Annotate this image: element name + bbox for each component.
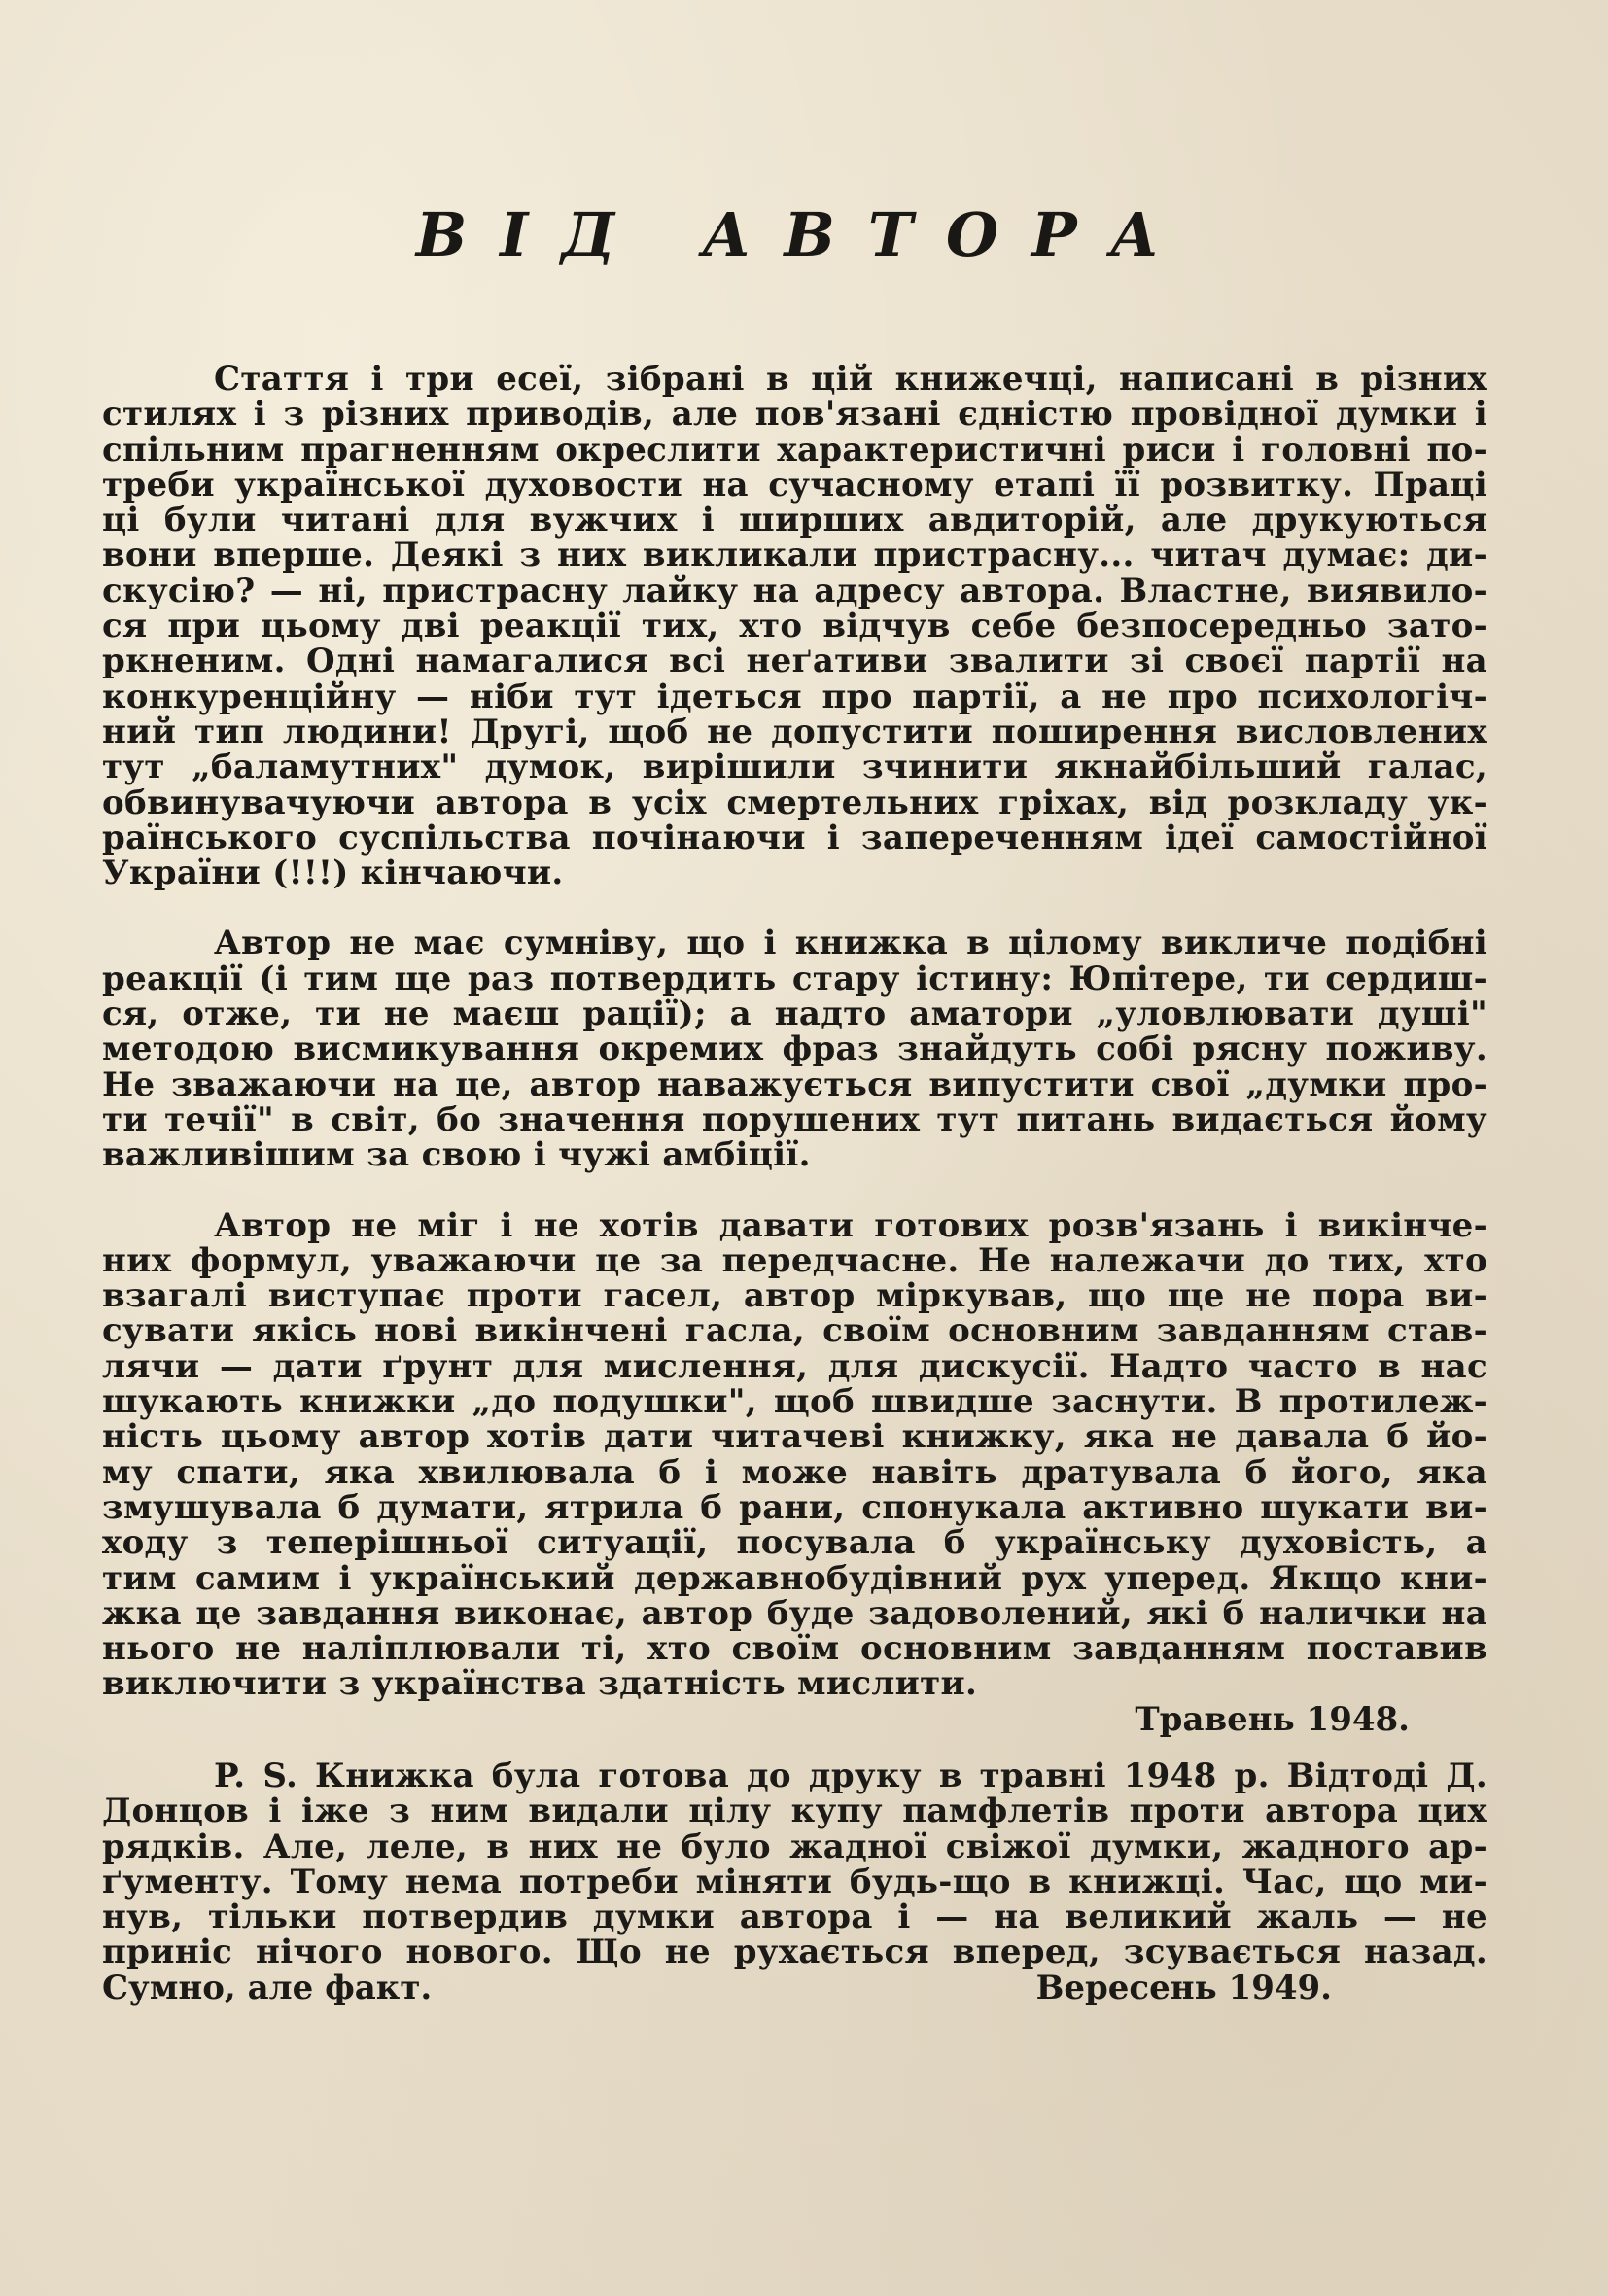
text-line: му спати, яка хвилювала б і може навіть дратувала б його, яка: [102, 1452, 1487, 1492]
text-line: раїнського суспільства почінаючи і запереченням ідеї самостійної: [102, 818, 1487, 857]
text-line: важливішим за свою і чужі амбіції.: [102, 1135, 811, 1175]
text-line: сувати якісь нові викінчені гасла, своїм основним завданням став-: [102, 1311, 1487, 1351]
text-line: стилях і з різних приводів, але пов'язані єдністю провідної думки і: [102, 395, 1487, 435]
text-line: ний тип людини! Другі, щоб не допустити поширення висловлених: [102, 712, 1487, 751]
text-line: ся, отже, ти не маєш рації); а надто аматори „уловлювати душі": [102, 994, 1487, 1034]
text-line: ність цьому автор хотів дати читачеві книжку, яка не давала б йо-: [102, 1417, 1487, 1457]
text-line: Не зважаючи на це, автор наважується випустити свої „думки про-: [102, 1064, 1487, 1104]
text-line: Автор не міг і не хотів давати готових розв'язань і викінче-: [214, 1205, 1487, 1245]
text-line: обвинувачуючи автора в усіх смертельних гріхах, від розкладу ук-: [102, 783, 1487, 822]
text-line: Стаття і три есеї, зібрані в цій книжечці, написані в різних: [214, 360, 1487, 399]
text-line: реакції (і тим ще раз потвердить стару істину: Юпітере, ти сердиш-: [102, 958, 1487, 998]
text-line: P. S. Книжка була готова до друку в травні 1948 р. Відтоді Д.: [214, 1756, 1487, 1795]
text-line: шукають книжки „до подушки", щоб швидше заснути. В протилеж-: [102, 1382, 1487, 1422]
text-line: вони вперше. Деякі з них викликали пристрасну... читач думає: ди-: [102, 536, 1487, 575]
postscript: [102, 1758, 1487, 1970]
text-line: Автор не має сумніву, що і книжка в цілому викличе подібні: [214, 923, 1487, 963]
document-body: [102, 362, 1487, 2005]
paragraph-1: [102, 360, 1487, 893]
text-line: ґументу. Тому нема потреби міняти будь-що в книжці. Час, що ми-: [102, 1861, 1487, 1901]
text-line: ся при цьому дві реакції тих, хто відчув себе безпосередньо зато-: [102, 607, 1487, 646]
text-line: взагалі виступає проти гасел, автор міркував, що ще не пора ви-: [102, 1276, 1487, 1316]
text-line: змушувала б думати, ятрила б рани, спонукала активно шукати ви-: [102, 1487, 1487, 1527]
text-line: ходу з теперішньої ситуації, посувала б українську духовість, а: [102, 1523, 1487, 1563]
text-line: треби української духовости на сучасному етапі її розвитку. Праці: [102, 465, 1487, 504]
text-line: тут „баламутних" думок, вирішили зчинити якнайбільший галас,: [102, 748, 1487, 787]
paragraph-gap: [102, 890, 1487, 925]
text-line: лячи — дати ґрунт для мислення, для дискусії. Надто часто в нас: [102, 1346, 1487, 1386]
date-may-1948: Травень 1948.: [1135, 1699, 1410, 1739]
text-line: виключити з українства здатність мислити.: [102, 1664, 978, 1704]
text-line: ти течії" в світ, бо значення порушених тут питань видається йому: [102, 1099, 1487, 1139]
text-line: ркненим. Одні намагалися всі неґативи звалити зі своєї партії на: [102, 642, 1487, 681]
text-line: Донцов і іже з ним видали цілу купу памфлетів проти автора цих: [102, 1792, 1487, 1831]
paragraph-gap: [102, 1173, 1487, 1208]
text-line: рядків. Але, леле, в них не було жадної свіжої думки, жадного ар-: [102, 1826, 1487, 1866]
paragraph-3: [102, 1205, 1487, 1704]
text-line: нього не наліплювали ті, хто своїм основним завданням поставив: [102, 1629, 1487, 1669]
text-line: конкуренційну — ніби тут ідеться про партії, а не про психологіч-: [102, 677, 1487, 716]
text-line: спільним прагненням окреслити характеристичні риси і головні по-: [102, 430, 1487, 470]
text-line: тим самим і український державнобудівний рух уперед. Якщо кни-: [102, 1558, 1487, 1598]
postscript-last-line: [102, 1967, 1487, 2007]
text-line: України (!!!) кінчаючи.: [102, 853, 564, 893]
text-line: методою висмикування окремих фраз знайдуть собі рясну поживу.: [102, 1029, 1487, 1069]
text-line: скусію? — ні, пристрасну лайку на адресу автора. Властне, виявило-: [102, 571, 1487, 610]
text-line: ці були читані для вужчих і ширших авдиторій, але друкуються: [102, 501, 1487, 540]
date-september-1949: Вересень 1949.: [1035, 1967, 1332, 2007]
text-line: них формул, уважаючи це за передчасне. Не належачи до тих, хто: [102, 1240, 1487, 1280]
postscript-closing-text: Сумно, але факт.: [102, 1967, 433, 2007]
text-line: жка це завдання виконає, автор буде задоволений, які б налички на: [102, 1593, 1487, 1633]
paragraph-gap: [102, 1737, 1487, 1758]
text-line: приніс нічого нового. Що не рухається вперед, зсувається назад.: [102, 1932, 1487, 1972]
page-title: ВІД АВТОРА: [415, 199, 1193, 270]
paragraph-2: [102, 923, 1487, 1175]
text-line: нув, тільки потвердив думки автора і — на великий жаль — не: [102, 1897, 1487, 1937]
